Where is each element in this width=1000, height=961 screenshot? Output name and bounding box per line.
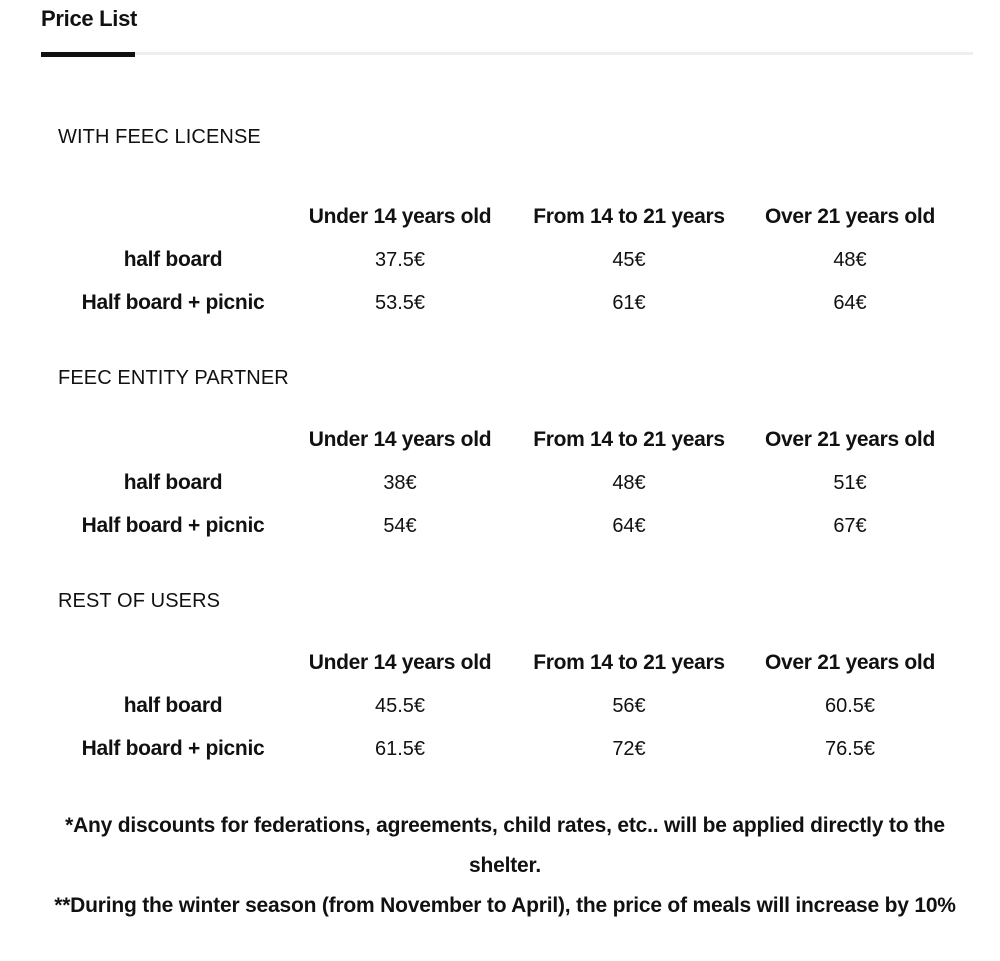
row-label: Half board + picnic xyxy=(81,514,265,537)
column-header: Over 21 years old xyxy=(764,205,936,228)
column-header: Under 14 years old xyxy=(308,205,492,228)
price-cell: 60.5€ xyxy=(824,695,876,717)
row-label: Half board + picnic xyxy=(81,737,265,760)
column-header: Over 21 years old xyxy=(764,428,936,451)
price-cell: 45€ xyxy=(612,249,646,271)
price-cell: 64€ xyxy=(833,292,867,314)
discount-note: *Any discounts for federations, agreements, child rates, etc.. will be applied directly to the shelter. xyxy=(65,814,945,877)
price-cell: 56€ xyxy=(612,695,646,717)
tab-price-list[interactable]: Price List xyxy=(41,6,138,31)
column-header: From 14 to 21 years xyxy=(533,428,725,451)
price-cell: 37.5€ xyxy=(374,249,426,271)
column-header: From 14 to 21 years xyxy=(533,651,725,674)
section-heading-feec-entity-partner: FEEC ENTITY PARTNER xyxy=(58,367,289,389)
price-cell: 61€ xyxy=(612,292,646,314)
price-table-feec-license xyxy=(0,205,1000,334)
tab-bar xyxy=(41,0,973,58)
active-tab-indicator xyxy=(41,52,135,57)
section-heading-feec-license: WITH FEEC LICENSE xyxy=(58,126,261,148)
price-cell: 38€ xyxy=(383,472,417,494)
price-table-feec-entity-partner xyxy=(0,428,1000,557)
price-cell: 54€ xyxy=(383,515,417,537)
column-header: Under 14 years old xyxy=(308,651,492,674)
price-cell: 45.5€ xyxy=(374,695,426,717)
tab-track xyxy=(41,52,973,55)
price-cell: 53.5€ xyxy=(374,292,426,314)
footnotes xyxy=(50,806,960,926)
price-cell: 72€ xyxy=(612,738,646,760)
column-header: Over 21 years old xyxy=(764,651,936,674)
price-cell: 48€ xyxy=(612,472,646,494)
row-label: half board xyxy=(123,471,223,494)
price-cell: 67€ xyxy=(833,515,867,537)
winter-season-note: **During the winter season (from November to April), the price of meals will increase by 10% xyxy=(54,894,956,917)
price-table-rest-of-users xyxy=(0,651,1000,780)
column-header: Under 14 years old xyxy=(308,428,492,451)
price-cell: 51€ xyxy=(833,472,867,494)
price-cell: 48€ xyxy=(833,249,867,271)
section-heading-rest-of-users: REST OF USERS xyxy=(58,590,221,612)
row-label: half board xyxy=(123,248,223,271)
row-label: Half board + picnic xyxy=(81,291,265,314)
price-cell: 64€ xyxy=(612,515,646,537)
row-label: half board xyxy=(123,694,223,717)
price-cell: 76.5€ xyxy=(824,738,876,760)
price-cell: 61.5€ xyxy=(374,738,426,760)
column-header: From 14 to 21 years xyxy=(533,205,725,228)
